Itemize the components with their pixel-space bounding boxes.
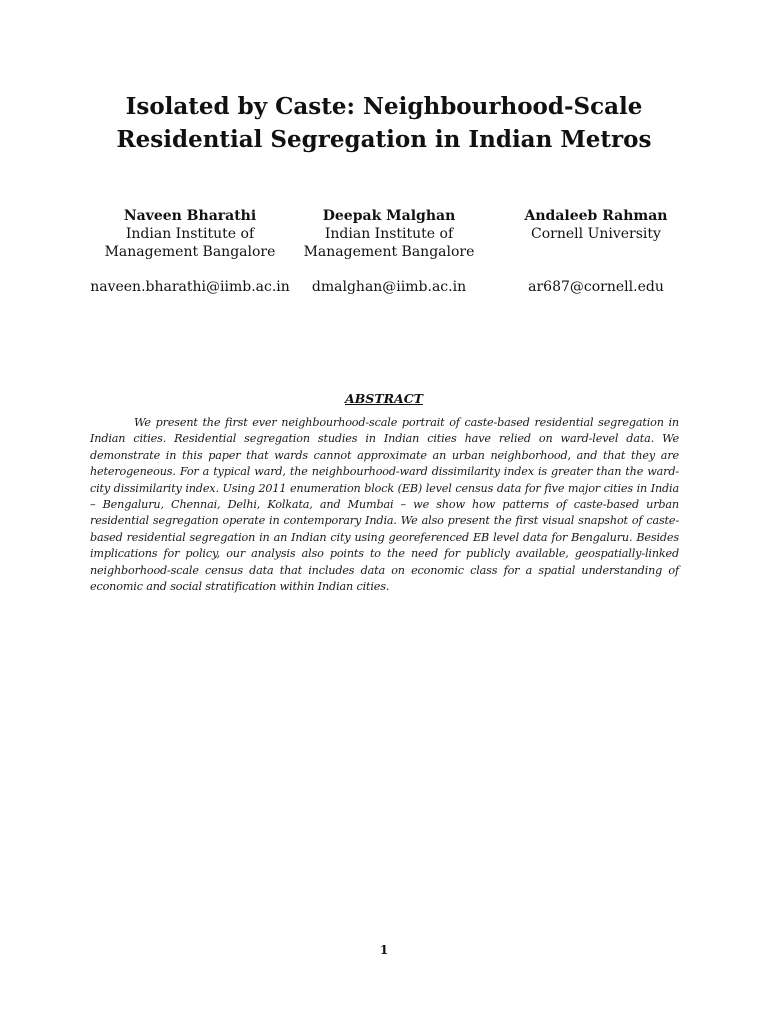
author-name: Naveen Bharathi — [123, 208, 257, 224]
author-block — [90, 207, 290, 295]
paper-title-line-2: Residential Segregation in Indian Metros — [116, 126, 652, 153]
author-name: Deepak Malghan — [322, 208, 456, 224]
author-block — [496, 207, 696, 295]
author-affiliation: Indian Institute of — [125, 226, 255, 242]
page-number: 1 — [379, 943, 389, 957]
paper-title — [60, 90, 708, 156]
author-affiliation: Cornell University — [531, 226, 661, 242]
author-affiliation: Indian Institute of — [324, 226, 454, 242]
author-affiliation: Management Bangalore — [104, 244, 276, 260]
author-list — [0, 207, 768, 307]
abstract-text: We present the first ever neighbourhood-scale portrait of caste-based residential segregation in Indian cities. Residential segregation studies in Indian cities have relied on ward-level data. We demonstrate in this paper that wards cannot approximate an urban neighborhood, and that they are heterogeneous. For a typical ward, the neighbourhood-ward dissimilarity index is greater than the ward-city dissimilarity index. Using 2011 enumeration block (EB) level census data for five major cities in India – Bengaluru, Chennai, Delhi, Kolkata, and Mumbai – we show how patterns of caste-based urban residential segregation operate in contemporary India. We also present the first visual snapshot of caste-based residential segregation in an Indian city using georeferenced EB level data for Bengaluru. Besides implications for policy, our analysis also points to the need for publicly available, geospatially-linked neighborhood-scale census data that includes data on economic class for a spatial understanding of economic and social stratification within Indian cities. — [90, 416, 679, 594]
author-email[interactable]: ar687@cornell.edu — [528, 279, 664, 295]
author-name: Andaleeb Rahman — [524, 208, 668, 224]
author-block — [289, 207, 489, 295]
abstract-heading: ABSTRACT — [345, 391, 423, 406]
paper-title-line-1: Isolated by Caste: Neighbourhood-Scale — [125, 93, 643, 120]
author-email[interactable]: dmalghan@iimb.ac.in — [311, 279, 467, 295]
author-email[interactable]: naveen.bharathi@iimb.ac.in — [90, 279, 290, 295]
author-affiliation: Management Bangalore — [303, 244, 475, 260]
